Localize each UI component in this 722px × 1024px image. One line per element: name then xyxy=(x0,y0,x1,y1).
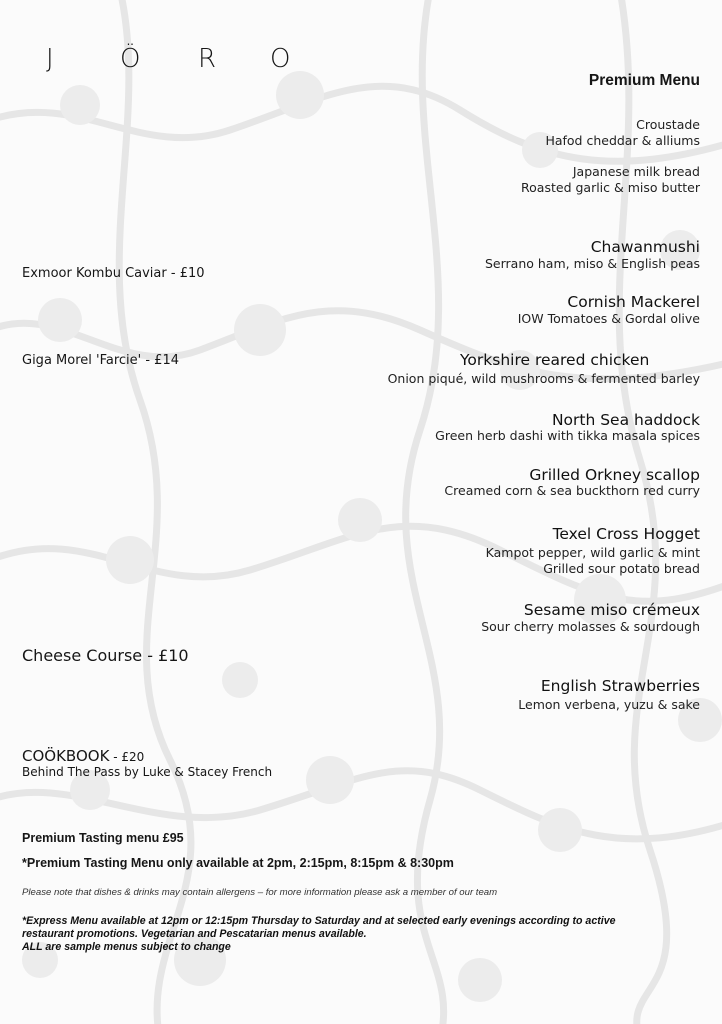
supplement-caviar: Exmoor Kombu Caviar - £10 xyxy=(22,266,205,281)
menu-title: Premium Menu xyxy=(588,72,700,89)
cookbook-subtitle: Behind The Pass by Luke & Stacey French xyxy=(22,765,273,779)
course-name: Cornish Mackerel xyxy=(567,293,700,311)
tasting-price: Premium Tasting menu £95 xyxy=(22,831,184,845)
course-name: Chawanmushi xyxy=(590,238,700,256)
course-desc: Kampot pepper, wild garlic & mint xyxy=(485,545,700,560)
course-desc: Roasted garlic & miso butter xyxy=(521,180,700,195)
logo-letter: Ö xyxy=(120,44,141,74)
course-desc: Hafod cheddar & alliums xyxy=(545,133,700,148)
course-desc: Serrano ham, miso & English peas xyxy=(484,256,700,271)
course-name: Yorkshire reared chicken xyxy=(460,351,650,369)
cookbook-name: COÖKBOOK xyxy=(22,747,110,765)
course-desc: Sour cherry molasses & sourdough xyxy=(481,619,700,634)
course-name: Grilled Orkney scallop xyxy=(529,466,700,484)
supplement-morel: Giga Morel 'Farcie' - £14 xyxy=(22,353,179,368)
express-note-line: *Express Menu available at 12pm or 12:15pm Thursday to Saturday and at selected early evenings according to active xyxy=(22,915,616,927)
logo-letter: R xyxy=(198,44,217,74)
course-name: Croustade xyxy=(636,117,700,132)
course-desc: IOW Tomatoes & Gordal olive xyxy=(517,311,700,326)
course-desc: Onion piqué, wild mushrooms & fermented barley xyxy=(387,371,700,386)
logo-letter: J xyxy=(46,44,54,74)
course-name: North Sea haddock xyxy=(551,411,700,429)
cookbook-title xyxy=(22,747,144,765)
logo-letter: O xyxy=(270,44,291,74)
availability-note: *Premium Tasting Menu only available at 2pm, 2:15pm, 8:15pm & 8:30pm xyxy=(22,856,454,870)
course-desc: Lemon verbena, yuzu & sake xyxy=(518,697,700,712)
course-desc: Green herb dashi with tikka masala spices xyxy=(435,428,700,443)
course-name: Sesame miso crémeux xyxy=(523,601,700,619)
express-note-line: restaurant promotions. Vegetarian and Pescatarian menus available. xyxy=(22,928,367,940)
course-name: English Strawberries xyxy=(540,677,700,695)
express-note-line: ALL are sample menus subject to change xyxy=(22,941,231,953)
course-name: Texel Cross Hogget xyxy=(552,525,700,543)
allergen-note: Please note that dishes & drinks may contain allergens – for more information please ask a member of our team xyxy=(22,887,498,898)
cookbook-price: - £20 xyxy=(109,750,145,764)
course-desc: Creamed corn & sea buckthorn red curry xyxy=(444,483,700,498)
course-name: Japanese milk bread xyxy=(572,164,700,179)
course-desc: Grilled sour potato bread xyxy=(543,561,700,576)
supplement-cheese: Cheese Course - £10 xyxy=(22,646,189,665)
